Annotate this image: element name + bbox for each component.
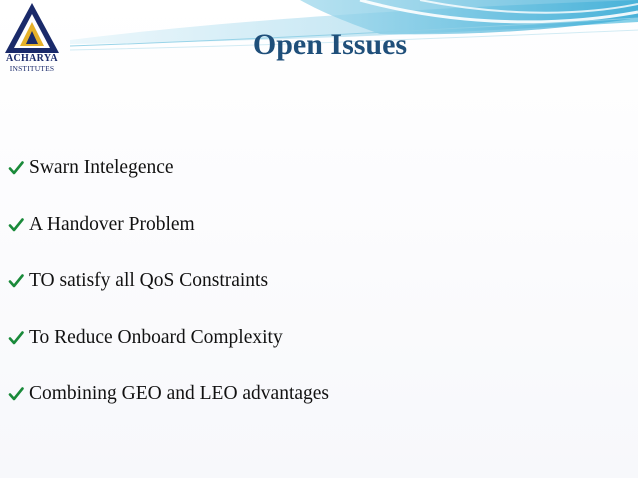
acharya-logo [0,0,64,76]
bullet-text: TO satisfy all QoS Constraints [29,270,269,291]
checkmark-icon [8,330,26,346]
slide-title: Open Issues [252,28,408,61]
bullet-item [8,211,329,239]
bullet-text: A Handover Problem [29,213,195,235]
checkmark-icon [8,273,26,289]
logo-emblem-icon [4,2,60,54]
bullet-list [8,154,329,437]
checkmark-icon [8,386,26,402]
bullet-item [8,267,329,295]
checkmark-icon [8,160,26,176]
logo-text-line2: INSTITUTES [9,64,55,73]
bullet-text: Swarn Intelegence [29,157,174,178]
bullet-item [8,324,329,352]
checkmark-icon [8,217,26,233]
bullet-item [8,380,329,408]
logo-text [0,54,64,73]
logo-text-line1: ACHARYA [6,53,58,64]
bullet-text: To Reduce Onboard Complexity [29,326,283,348]
bullet-item [8,154,329,182]
bullet-text: Combining GEO and LEO advantages [29,383,330,404]
